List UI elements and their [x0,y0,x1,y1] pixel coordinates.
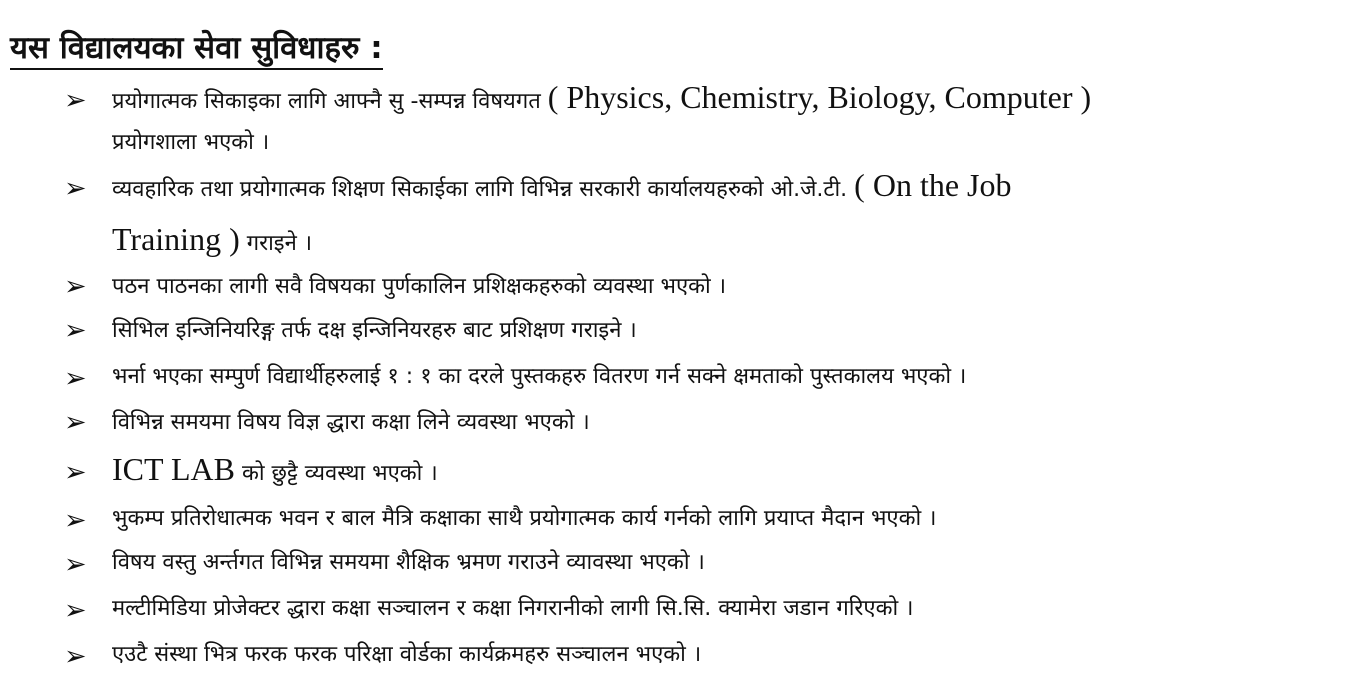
item-text: मल्टीमिडिया प्रोजेक्टर द्धारा कक्षा सञ्चालन र कक्षा निगरानीको लागी सि.सि. क्यामेरा जडान गरिएको । [112,596,914,621]
page-heading: यस विद्यालयका सेवा सुविधाहरु : [10,28,383,70]
item-continuation [112,221,313,259]
item-text: विषय वस्तु अर्न्तगत विभिन्न समयमा शैक्षिक भ्रमण गराउने व्यावस्था भएको । [112,550,705,575]
item-text: पठन पाठनका लागी सवै विषयका पुर्णकालिन प्रशिक्षकहरुको व्यवस्था भएको । [112,274,727,299]
item-cont-en: Training ) [112,221,240,257]
arrow-bullet-icon: ➢ [64,315,87,346]
item-text-ne: को छुट्टै व्यवस्था भएको । [241,461,438,486]
arrow-bullet-icon: ➢ [64,549,87,580]
item-text: भुकम्प प्रतिरोधात्मक भवन र बाल मैत्रि कक्षाका साथै प्रयोगात्मक कार्य गर्नको लागि प्रयाप्त मैदान भएको । [112,506,937,531]
arrow-bullet-icon: ➢ [64,85,87,116]
item-text: एउटै संस्था भित्र फरक फरक परिक्षा वोर्डका कार्यक्रमहरु सञ्चालन भएको । [112,642,702,667]
arrow-bullet-icon: ➢ [64,595,87,626]
arrow-bullet-icon: ➢ [64,173,87,204]
item-text-en: ICT LAB [112,451,235,487]
item-text [112,451,438,489]
item-cont-ne: प्रयोगशाला भएको । [112,130,270,155]
item-text: सिभिल इन्जिनियरिङ्ग तर्फ दक्ष इन्जिनियरहरु बाट प्रशिक्षण गराइने । [112,318,637,343]
arrow-bullet-icon: ➢ [64,457,87,488]
item-text [112,79,1092,117]
arrow-bullet-icon: ➢ [64,505,87,536]
item-text: भर्ना भएका सम्पुर्ण विद्यार्थीहरुलाई १ : १ का दरले पुस्तकहरु वितरण गर्न सक्ने क्षमताको पुस्तकालय भएको । [112,364,967,389]
item-text: विभिन्न समयमा विषय विज्ञ द्धारा कक्षा लिने व्यवस्था भएको । [112,410,590,435]
arrow-bullet-icon: ➢ [64,407,87,438]
arrow-bullet-icon: ➢ [64,271,87,302]
item-text-en: ( Physics, Chemistry, Biology, Computer ) [547,79,1092,115]
item-text-ne: व्यवहारिक तथा प्रयोगात्मक शिक्षण सिकाईका लागि विभिन्न सरकारी कार्यालयहरुको ओ.जे.टी. [112,177,848,202]
item-continuation [112,128,269,158]
item-text [112,167,1012,205]
item-text-ne: प्रयोगात्मक सिकाइका लागि आफ्नै सु -सम्पन्न विषयगत [112,89,541,114]
item-text-en: ( On the Job [854,167,1012,203]
arrow-bullet-icon: ➢ [64,641,87,672]
arrow-bullet-icon: ➢ [64,363,87,394]
item-cont-ne: गराइने । [246,231,313,256]
